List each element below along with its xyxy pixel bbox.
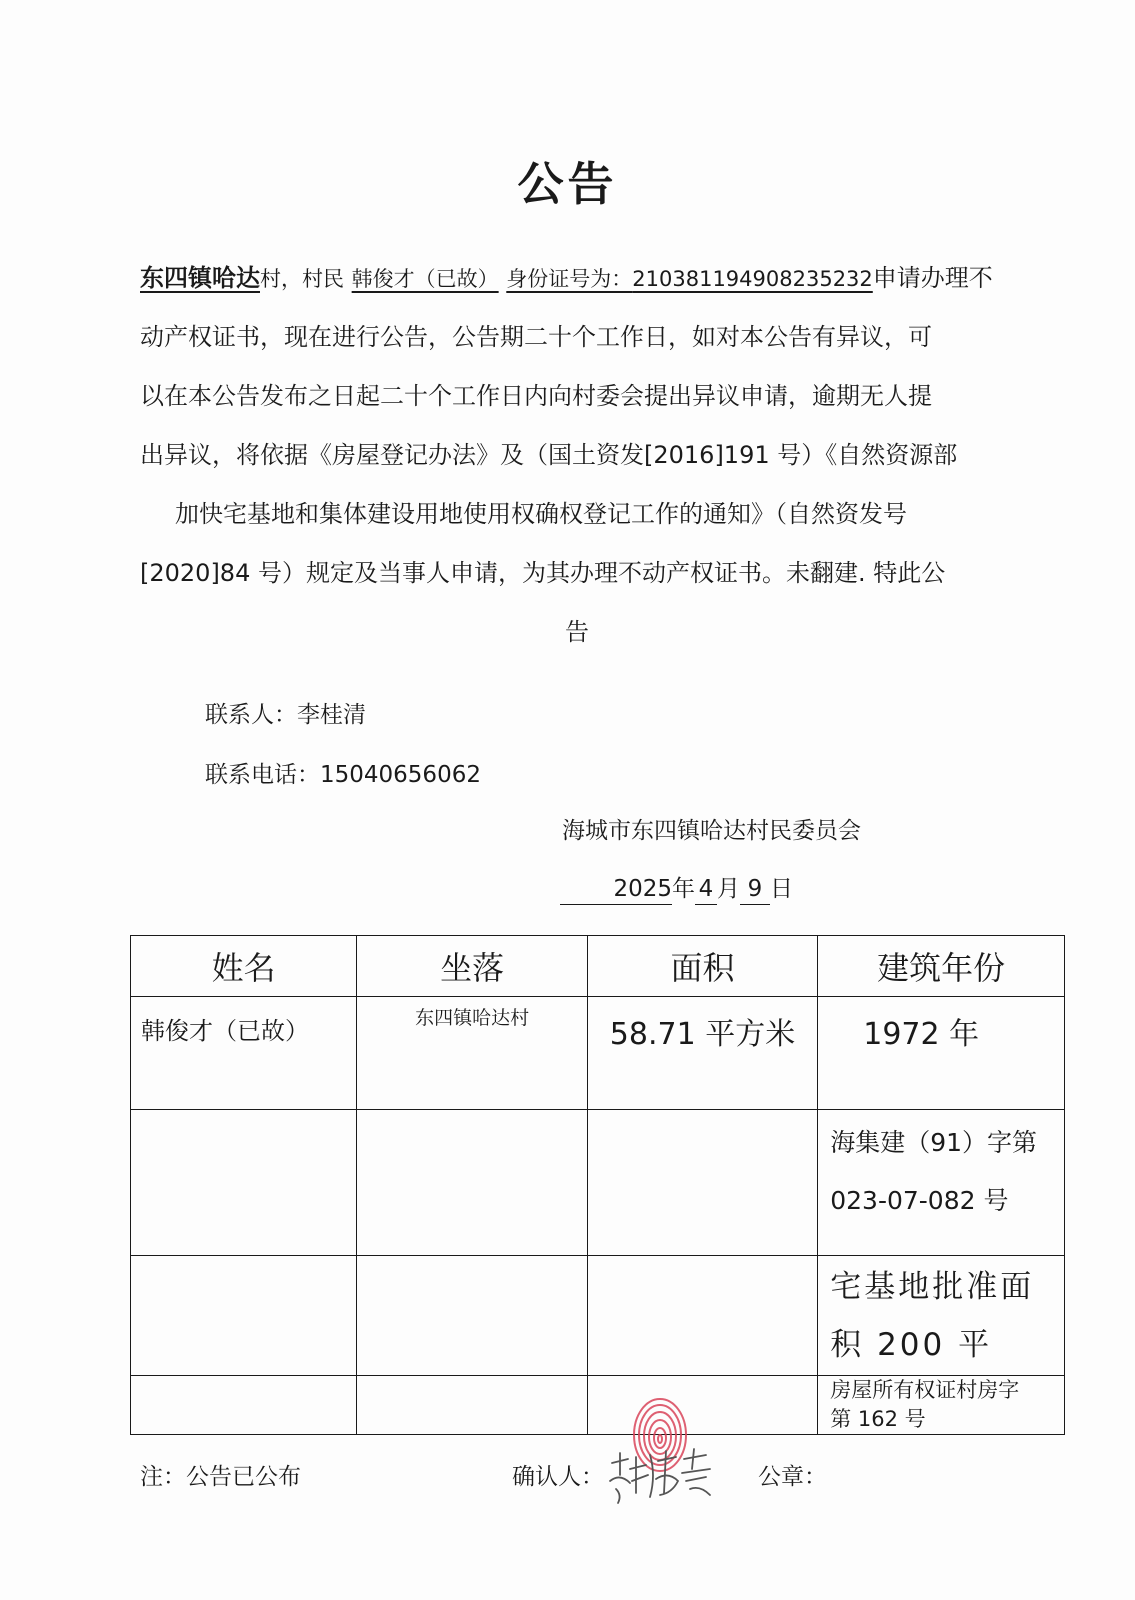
header-name: 姓名 xyxy=(131,936,357,997)
homestead-line-2: 积 200 平 xyxy=(830,1327,993,1363)
empty-cell xyxy=(587,1110,817,1256)
body-line-2: 动产权证书，现在进行公告，公告期二十个工作日，如对本公告有异议，可 xyxy=(140,323,932,351)
contact-person: 联系人：李桂清 xyxy=(205,702,366,728)
footer-note: 注：公告已公布 xyxy=(140,1464,301,1490)
empty-cell xyxy=(131,1256,357,1376)
issuer-name: 海城市东四镇哈达村民委员会 xyxy=(562,818,861,844)
village-suffix: 村，村民 xyxy=(260,267,344,291)
body-line-7: 告 xyxy=(565,618,589,646)
body-line-4: 出异议，将依据《房屋登记办法》及（国土资发[2016]191 号）《自然资源部 xyxy=(140,441,958,469)
body-line-3: 以在本公告发布之日起二十个工作日内向村委会提出异议申请，逾期无人提 xyxy=(140,382,932,410)
header-location: 坐落 xyxy=(357,936,587,997)
id-label: 身份证号为： xyxy=(506,267,633,291)
page-title: 公告 xyxy=(517,157,618,211)
table-header-row xyxy=(131,936,1065,997)
empty-cell xyxy=(131,1376,357,1435)
date-day-unit: 日 xyxy=(770,876,793,902)
empty-cell xyxy=(357,1110,587,1256)
applicant-name: 韩俊才（已故） xyxy=(351,267,499,291)
issue-date xyxy=(560,870,793,905)
village-name: 东四镇哈达 xyxy=(140,264,260,292)
date-month-unit: 月 xyxy=(717,876,740,902)
body-line-5: 加快宅基地和集体建设用地使用权确权登记工作的通知》（自然资发号 xyxy=(175,500,907,528)
table-row xyxy=(131,1376,1065,1435)
body-line-6: [2020]84 号）规定及当事人申请，为其办理不动产权证书。未翻建. 特此公 xyxy=(140,559,946,587)
empty-cell xyxy=(357,1376,587,1435)
homestead-line-1: 宅基地批准面 xyxy=(830,1269,1035,1305)
cell-homestead-area xyxy=(818,1256,1065,1376)
permit-line-1: 海集建（91）字第 xyxy=(830,1128,1038,1157)
header-area: 面积 xyxy=(587,936,817,997)
id-number: 210381194908235232 xyxy=(632,267,873,291)
empty-cell xyxy=(587,1256,817,1376)
line1-tail: 申请办理不 xyxy=(872,264,993,292)
table-row xyxy=(131,997,1065,1110)
date-day: 9 xyxy=(740,874,770,905)
cell-ownership-cert xyxy=(818,1376,1065,1435)
permit-line-2: 023-07-082 号 xyxy=(830,1186,1009,1215)
seal-label: 公章： xyxy=(758,1464,827,1490)
date-year-unit: 年 xyxy=(672,876,695,902)
cell-collective-permit xyxy=(818,1110,1065,1256)
date-month: 4 xyxy=(695,874,717,905)
contact-phone: 联系电话：15040656062 xyxy=(205,762,481,788)
cert-line-2: 第 162 号 xyxy=(830,1407,926,1431)
empty-cell xyxy=(357,1256,587,1376)
confirm-label: 确认人： xyxy=(512,1464,604,1490)
cell-build-year: 1972 年 xyxy=(818,997,1065,1110)
cell-owner-name: 韩俊才（已故） xyxy=(131,997,357,1110)
property-table xyxy=(130,935,1065,1435)
cell-area: 58.71 平方米 xyxy=(587,997,817,1110)
cell-location: 东四镇哈达村 xyxy=(357,997,587,1110)
cert-line-1: 房屋所有权证村房字 xyxy=(830,1378,1020,1402)
table-row xyxy=(131,1256,1065,1376)
header-year: 建筑年份 xyxy=(818,936,1065,997)
table-row xyxy=(131,1110,1065,1256)
date-year: 2025 xyxy=(560,874,672,905)
empty-cell xyxy=(587,1376,817,1435)
id-block xyxy=(506,267,873,291)
empty-cell xyxy=(131,1110,357,1256)
handwritten-signature xyxy=(606,1445,726,1505)
body-line-1 xyxy=(140,258,993,293)
